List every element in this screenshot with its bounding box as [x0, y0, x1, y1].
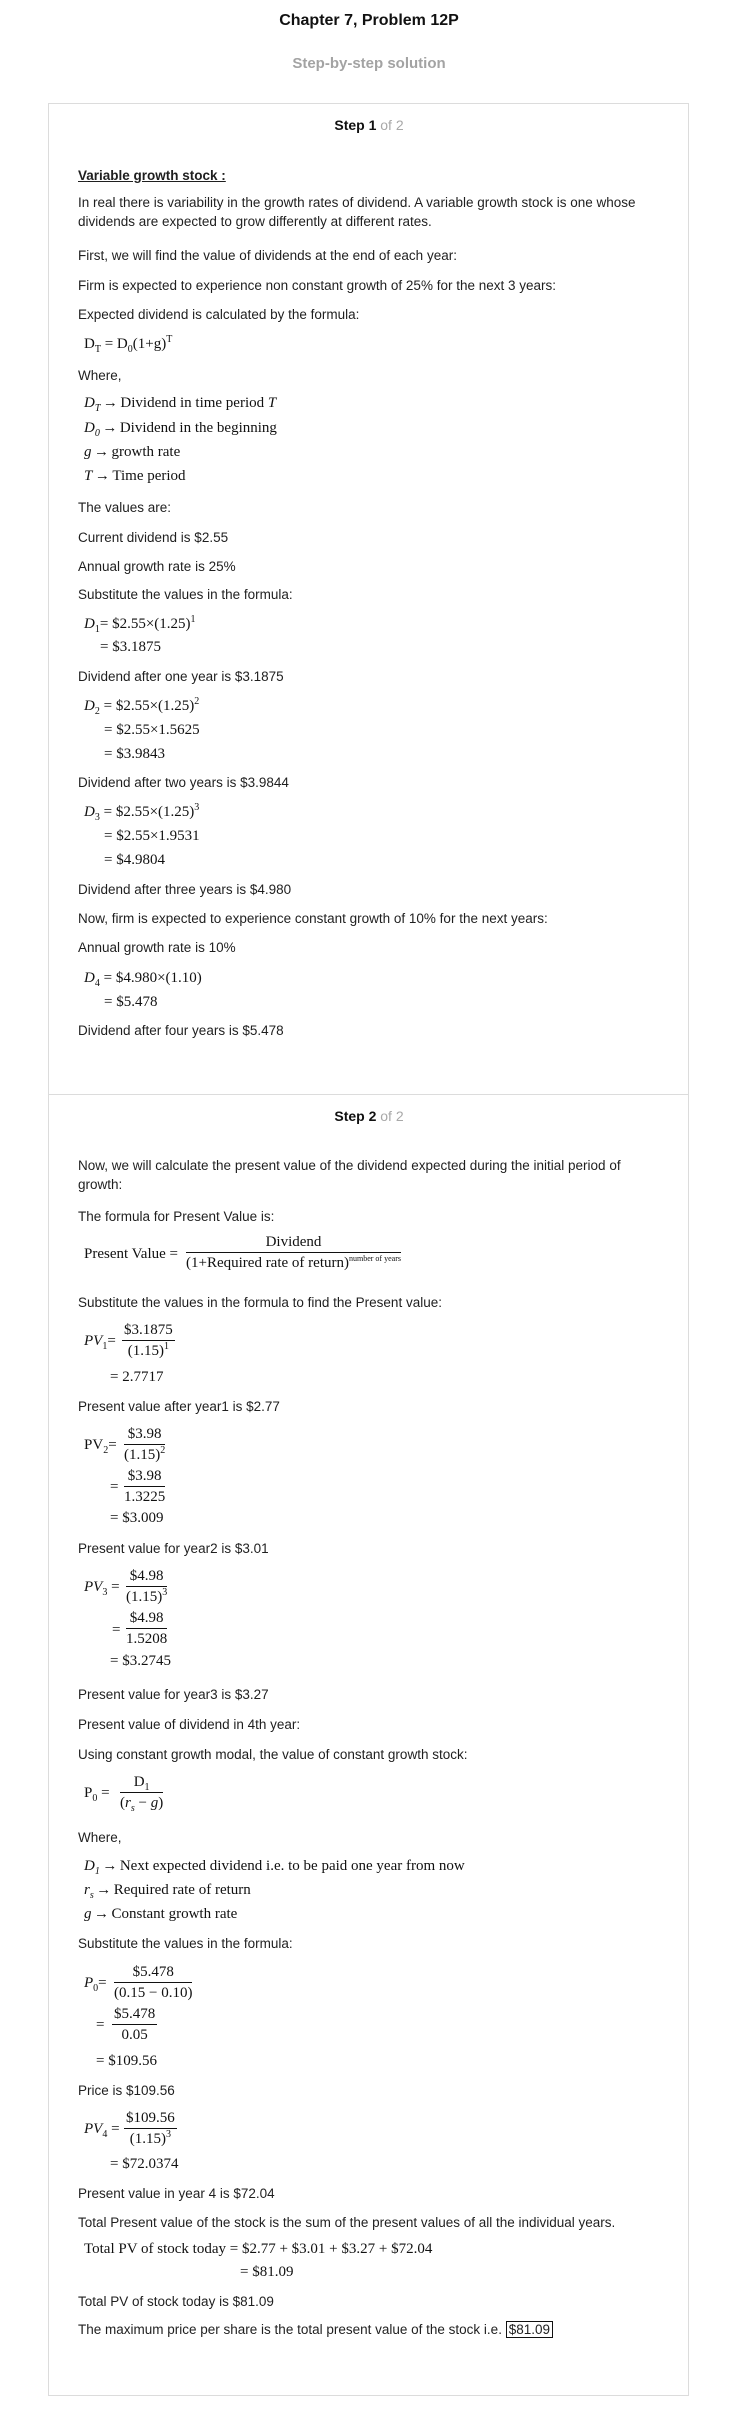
pv3-eq: =	[112, 1622, 121, 1638]
pv4-denominator: $(1.15)^3$	[129, 2129, 171, 2147]
definition-text: Dividend in time period	[120, 395, 265, 411]
p0-formula-denominator: $(r_s - g)$	[120, 1795, 164, 1814]
paragraph: Present value after year1 is $2.77	[78, 1399, 280, 1414]
step-2-heading	[0, 1108, 738, 1124]
d1-equation: $D_1=$ $\$2.55\times(1.25)^1$	[84, 614, 196, 635]
step-2-label: Step 2	[334, 1108, 377, 1124]
pv-formula-numerator: Dividend	[186, 1233, 401, 1253]
total-pv-equation: Total PV of stock today = $2.77 + $3.01 + $3.27 + $72.04	[84, 2241, 433, 2257]
pv3-fraction	[126, 1567, 167, 1606]
paragraph: Present value for year2 is $3.01	[78, 1541, 269, 1556]
step-1-heading	[0, 117, 738, 133]
paragraph: First, we will find the value of dividends at the end of each year:	[78, 248, 457, 263]
pv2-fraction	[124, 1425, 165, 1464]
d3-expression: $2.55×(1.25)	[115, 804, 195, 820]
total-pv-result: = $81.09	[240, 2264, 294, 2280]
paragraph: The formula for Present Value is:	[78, 1209, 275, 1224]
d2-equation: $D_2$ = $\$2.55\times(1.25)^2$	[84, 696, 200, 717]
p0-denominator: (0.15 − 0.10)	[114, 1985, 193, 2001]
final-answer-line	[78, 2320, 553, 2339]
definition-row: $D_1$ → Next expected dividend i.e. to be paid one year from now	[84, 1858, 465, 1877]
pv3-denominator: $(1.15)^3$	[126, 1587, 168, 1605]
section-heading: Variable growth stock :	[78, 168, 226, 183]
pv2-eq: =	[110, 1479, 119, 1495]
p0-label: $P_0=$	[84, 1975, 107, 1994]
paragraph: Dividend after two years is $3.9844	[78, 775, 289, 790]
pv4-fraction	[124, 2109, 177, 2148]
definition-text: Dividend in the beginning	[119, 420, 277, 436]
paragraph: Firm is expected to experience non constant growth of 25% for the next 3 years:	[78, 278, 557, 293]
d2-expression: $2.55×(1.25)	[115, 698, 195, 714]
paragraph: Expected dividend is calculated by the formula:	[78, 307, 360, 322]
pv3-fraction-2	[126, 1609, 167, 1648]
paragraph: Annual growth rate is 25%	[78, 559, 236, 574]
final-answer-box: $81.09	[506, 2321, 553, 2338]
definition-row: $D_T$ → Dividend in time period T	[84, 395, 277, 414]
dividend-formula: $D_T = D_0(1+g)^T$	[84, 334, 173, 355]
pv1-numerator: $3.1875	[122, 1321, 175, 1341]
page-title: Chapter 7, Problem 12P	[279, 12, 459, 29]
pv2-numerator-2: $3.98	[124, 1467, 165, 1487]
paragraph: Dividend after four years is $5.478	[78, 1023, 284, 1038]
p0-formula-fraction	[120, 1773, 163, 1812]
final-answer-text: The maximum price per share is the total present value of the stock i.e.	[78, 2322, 502, 2337]
definition-row: $r_s$ → Required rate of return	[84, 1882, 251, 1901]
paragraph: In real there is variability in the growth rates of dividend. A variable growth stock is one whose dividends are expected to grow differently at different rates.	[78, 195, 636, 229]
paragraph: Current dividend is $2.55	[78, 530, 229, 545]
paragraph: Price is $109.56	[78, 2083, 175, 2098]
paragraph: Substitute the values in the formula to find the Present value:	[78, 1295, 442, 1310]
d1-result: = $3.1875	[100, 639, 161, 655]
p0-denominator-2: 0.05	[121, 2027, 148, 2043]
paragraph: Now, we will calculate the present value of the dividend expected during the initial period of growth:	[78, 1158, 621, 1192]
d2-step: = $2.55×1.5625	[104, 722, 200, 738]
where-label: Where,	[78, 1830, 122, 1845]
pv4-label: $PV_4$ =	[84, 2121, 120, 2140]
d4-result: = $5.478	[104, 994, 158, 1010]
p0-eq: =	[96, 2017, 105, 2033]
step-2-count: of 2	[380, 1108, 404, 1124]
definition-text: Required rate of return	[113, 1882, 251, 1898]
p0-formula-numerator: $D_1$	[120, 1773, 163, 1793]
step-1-count: of 2	[380, 117, 404, 133]
d3-step: = $2.55×1.9531	[104, 828, 200, 844]
paragraph: Substitute the values in the formula:	[78, 1936, 293, 1951]
d3-equation: $D_3$ = $\$2.55\times(1.25)^3$	[84, 802, 200, 823]
d2-result: = $3.9843	[104, 746, 165, 762]
pv2-result: = $3.009	[110, 1510, 164, 1526]
d3-result: = $4.9804	[104, 852, 165, 868]
d1-expression: $2.55×(1.25)	[112, 616, 191, 632]
definition-row: g → growth rate	[84, 444, 181, 460]
pv-formula-label: Present Value =	[84, 1246, 178, 1262]
where-label: Where,	[78, 368, 122, 383]
paragraph: Substitute the values in the formula:	[78, 587, 293, 602]
pv2-label: $PV_2=$	[84, 1437, 117, 1456]
paragraph: Now, firm is expected to experience constant growth of 10% for the next years:	[78, 911, 548, 926]
pv1-label: $PV_1=$	[84, 1333, 116, 1352]
p0-result: = $109.56	[96, 2053, 157, 2069]
definition-text: Time period	[112, 468, 186, 484]
pv3-denominator-2: 1.5208	[126, 1631, 168, 1647]
definition-text: Next expected dividend i.e. to be paid one year from now	[119, 1858, 465, 1874]
pv2-denominator: $(1.15)^2$	[124, 1445, 166, 1463]
p0-fraction	[114, 1963, 192, 2002]
pv1-result: = 2.7717	[110, 1369, 164, 1385]
pv1-denominator: $(1.15)^1$	[127, 1341, 169, 1359]
pv3-label: $PV_3$ =	[84, 1579, 120, 1598]
paragraph: Dividend after three years is $4.980	[78, 882, 292, 897]
paragraph: Annual growth rate is 10%	[78, 940, 236, 955]
paragraph: Using constant growth modal, the value of constant growth stock:	[78, 1747, 468, 1762]
pv3-numerator-2: $4.98	[126, 1609, 167, 1629]
paragraph: Total PV of stock today is $81.09	[78, 2294, 274, 2309]
pv2-numerator: $3.98	[124, 1425, 165, 1445]
paragraph: Present value for year3 is $3.27	[78, 1687, 269, 1702]
paragraph: Total Present value of the stock is the sum of the present values of all the individual years.	[78, 2215, 616, 2230]
d4-equation: $D_4$ = $4.980×(1.10)	[84, 970, 202, 989]
paragraph: Present value in year 4 is $72.04	[78, 2186, 275, 2201]
p0-fraction-2	[112, 2005, 157, 2044]
pv2-fraction-2	[124, 1467, 165, 1506]
definition-text: growth rate	[111, 444, 181, 460]
definition-row: g → Constant growth rate	[84, 1906, 238, 1922]
p0-numerator: $5.478	[114, 1963, 192, 1983]
pv3-numerator: $4.98	[126, 1567, 167, 1587]
definition-row: T → Time period	[84, 468, 186, 484]
pv1-fraction	[122, 1321, 175, 1360]
page-subtitle: Step-by-step solution	[292, 55, 446, 72]
pv3-result: = $3.2745	[110, 1653, 171, 1669]
pv-formula-fraction	[186, 1233, 401, 1272]
paragraph: The values are:	[78, 500, 172, 515]
d4-expression: $4.980×(1.10)	[115, 970, 202, 986]
paragraph: Dividend after one year is $3.1875	[78, 669, 284, 684]
definition-text: Constant growth rate	[111, 1906, 238, 1922]
p0-formula-label: $P_0$ =	[84, 1785, 110, 1804]
definition-row: $D_0$ → Dividend in the beginning	[84, 420, 277, 439]
pv4-result: = $72.0374	[110, 2156, 179, 2172]
pv4-numerator: $109.56	[124, 2109, 177, 2129]
paragraph: Present value of dividend in 4th year:	[78, 1717, 301, 1732]
pv-formula-denominator: (1+Required rate of return)$^{number of years}$	[186, 1254, 401, 1271]
pv2-denominator-2: 1.3225	[124, 1489, 166, 1505]
step-1-label: Step 1	[334, 117, 377, 133]
p0-numerator-2: $5.478	[112, 2005, 157, 2025]
